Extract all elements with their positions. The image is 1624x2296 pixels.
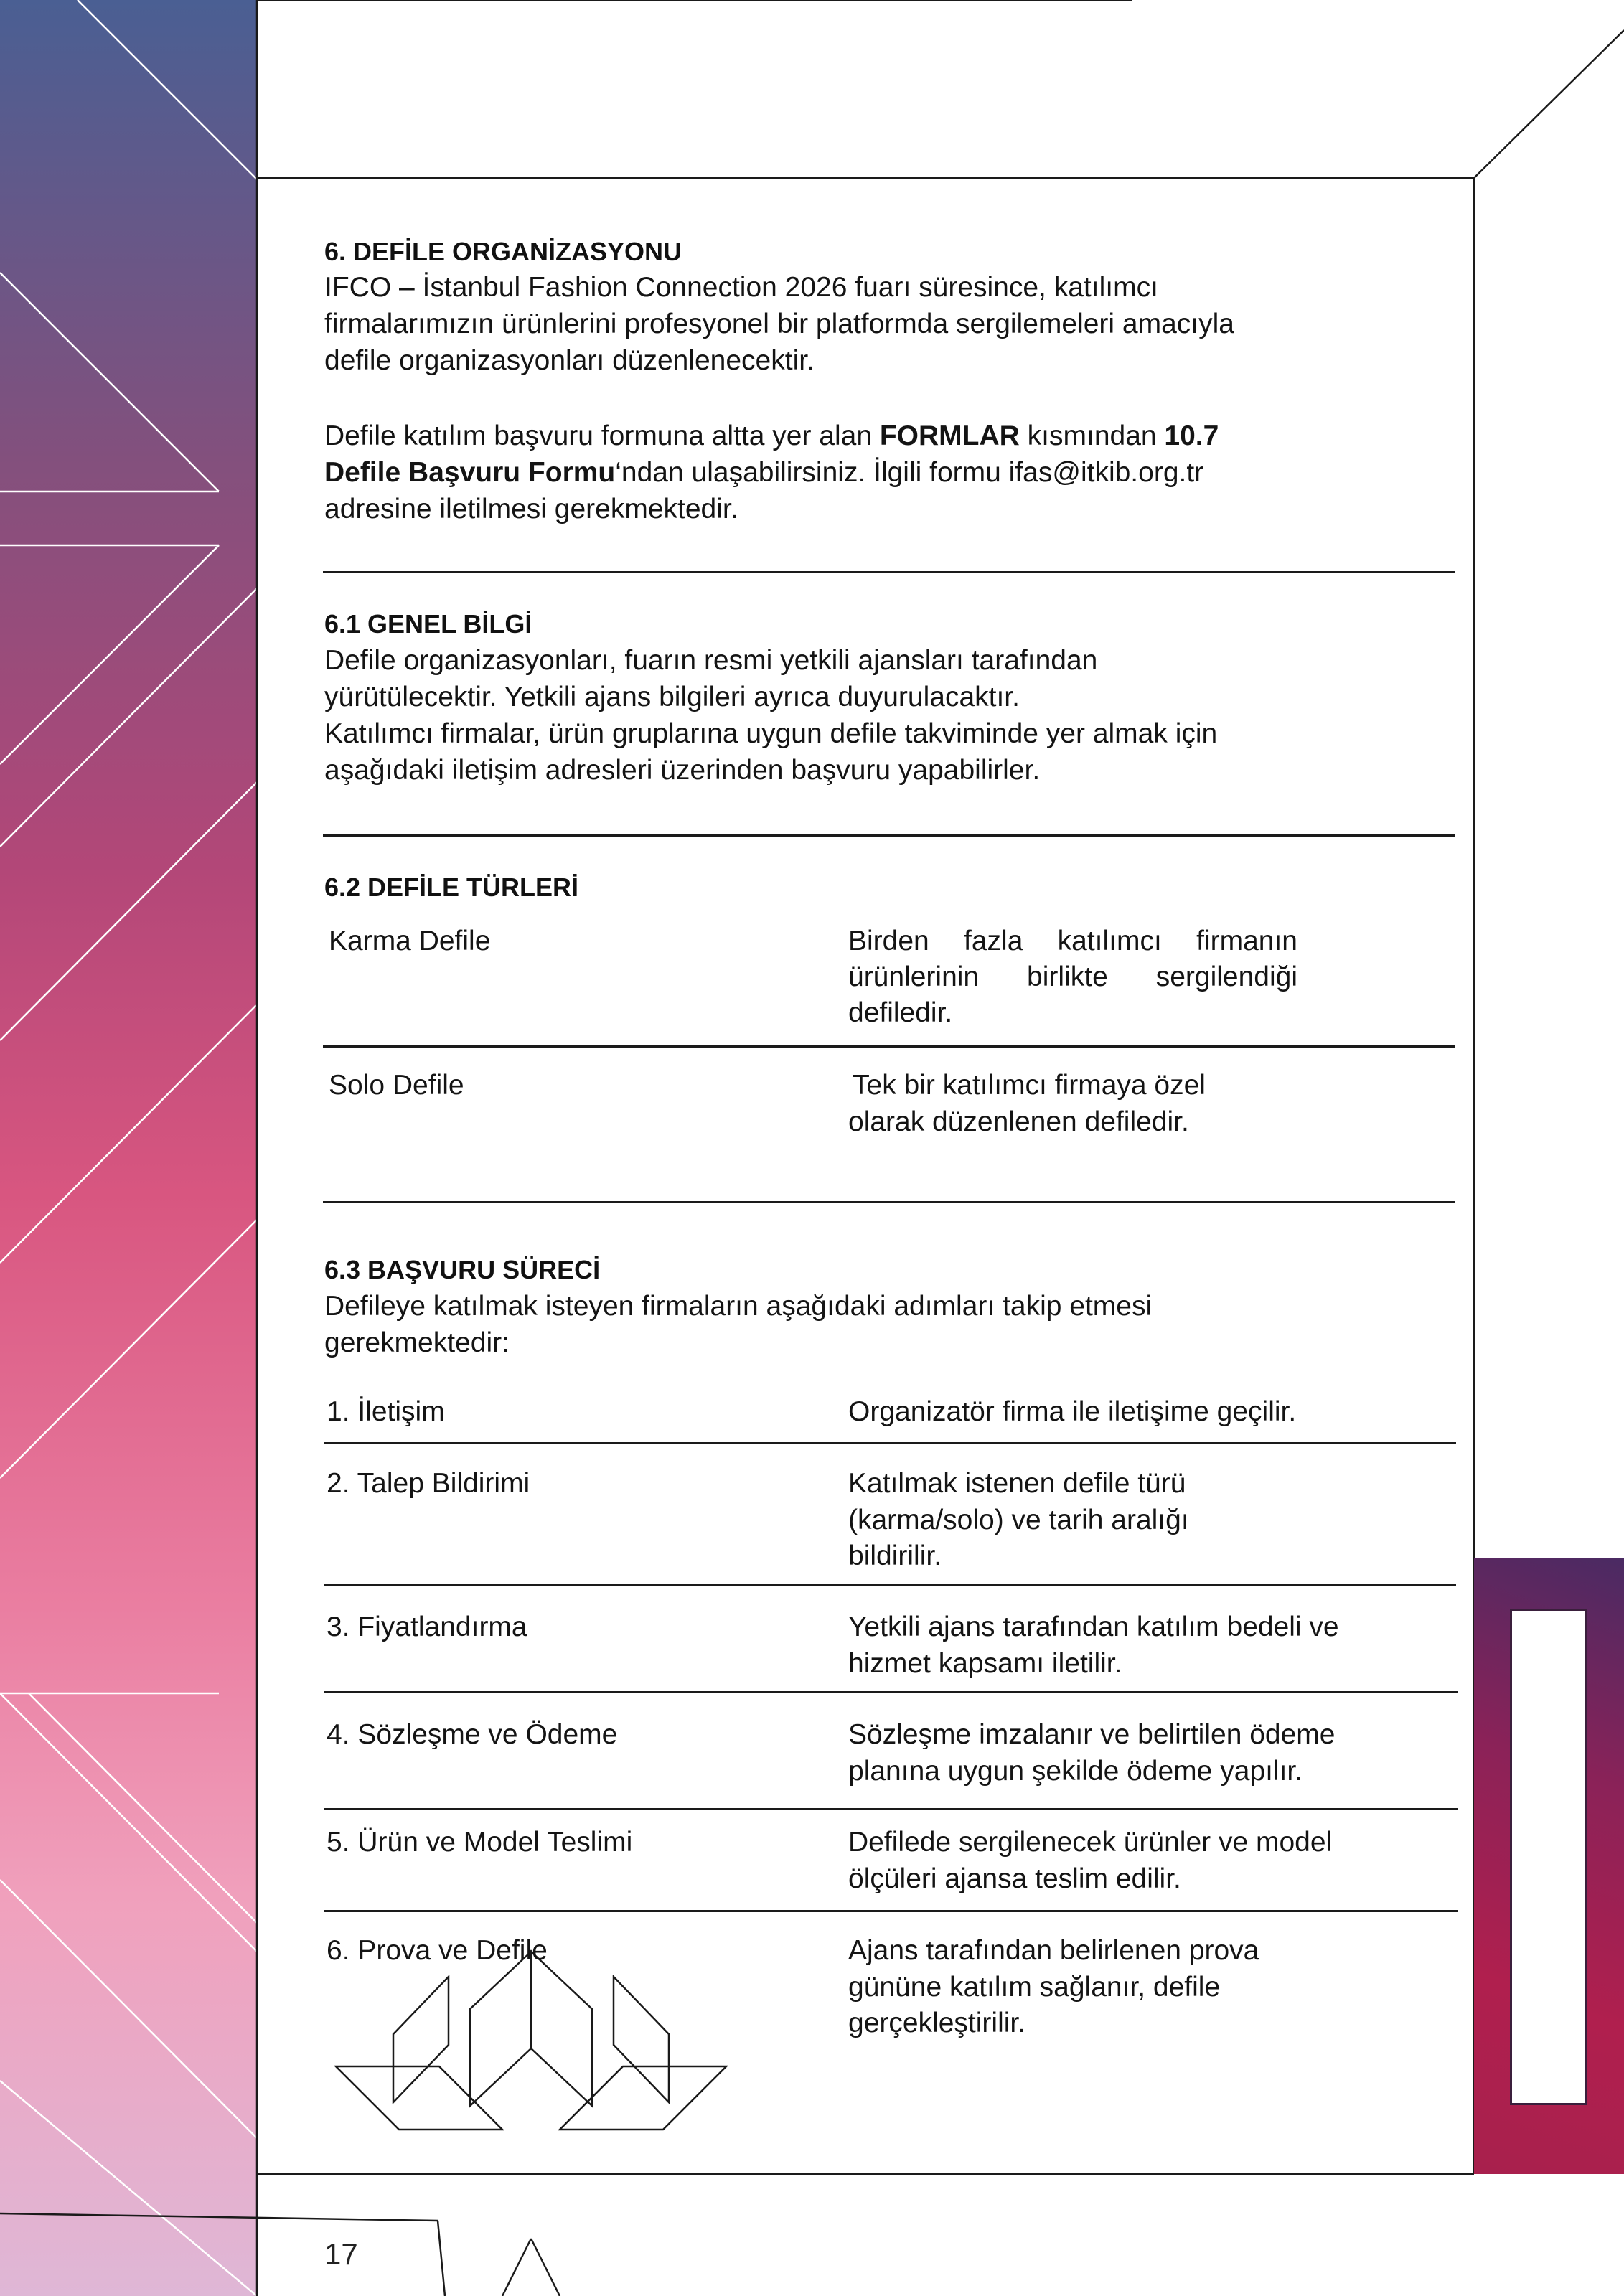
- section-61-line-2: yürütülecektir. Yetkili ajans bilgileri ayrıca duyurulacaktır.: [324, 682, 1020, 712]
- right-accent-block: [1474, 1558, 1624, 2174]
- divider: [324, 1808, 1458, 1810]
- section-63-title: 6.3 BAŞVURU SÜRECİ: [324, 1255, 601, 1284]
- form-info-line-2: Defile Başvuru Formu‘ndan ulaşabilirsiniz. İlgili formu ifas@itkib.org.tr: [324, 457, 1204, 488]
- section-6-intro-line-3: defile organizasyonları düzenlenecektir.: [324, 345, 815, 376]
- step-desc-line: Defilede sergilenecek ürünler ve model: [848, 1827, 1333, 1858]
- step-desc-line: Katılmak istenen defile türü: [848, 1468, 1186, 1499]
- divider: [323, 834, 1455, 837]
- step-name: 6. Prova ve Defile: [327, 1935, 548, 1966]
- divider: [323, 1201, 1455, 1203]
- section-6-intro-line-1: IFCO – İstanbul Fashion Connection 2026 fuarı süresince, katılımcı: [324, 272, 1158, 303]
- step-name: 4. Sözleşme ve Ödeme: [327, 1719, 618, 1750]
- section-62-title: 6.2 DEFİLE TÜRLERİ: [324, 872, 579, 902]
- section-61-line-4: aşağıdaki iletişim adresleri üzerinden başvuru yapabilirler.: [324, 755, 1041, 786]
- step-desc-line: Organizatör firma ile iletişime geçilir.: [848, 1396, 1297, 1427]
- step-desc-line: Sözleşme imzalanır ve belirtilen ödeme: [848, 1719, 1336, 1750]
- section-63-intro-line-2: gerekmektedir:: [324, 1327, 510, 1358]
- formlar-label: FORMLAR: [879, 420, 1020, 451]
- divider: [323, 1045, 1455, 1048]
- step-name: 5. Ürün ve Model Teslimi: [327, 1827, 633, 1858]
- defile-type-name: Karma Defile: [329, 926, 491, 956]
- form-info-line-3: adresine iletilmesi gerekmektedir.: [324, 494, 738, 524]
- divider: [324, 1442, 1456, 1444]
- defile-type-desc: Birden fazla katılımcı firmanın ürünlerinin birlikte sergilendiği defiledir.: [848, 926, 1297, 1028]
- defile-type-name: Solo Defile: [329, 1070, 464, 1101]
- step-desc-line: (karma/solo) ve tarih aralığı: [848, 1505, 1189, 1535]
- step-desc-line: planına uygun şekilde ödeme yapılır.: [848, 1756, 1303, 1787]
- step-name: 1. İletişim: [327, 1396, 445, 1427]
- section-61-line-3: Katılımcı firmalar, ürün gruplarına uygun defile takviminde yer almak için: [324, 718, 1218, 749]
- page-number: 17: [324, 2237, 358, 2271]
- section-6-intro-line-2: firmalarımızın ürünlerini profesyonel bir platformda sergilemeleri amacıyla: [324, 309, 1234, 339]
- step-desc-line: bildirilir.: [848, 1540, 942, 1571]
- step-desc-line: ölçüleri ajansa teslim edilir.: [848, 1863, 1181, 1894]
- defile-type-desc-line: Tek bir katılımcı firmaya özel: [853, 1070, 1206, 1101]
- step-desc-line: hizmet kapsamı iletilir.: [848, 1648, 1122, 1679]
- accent-inner-box: [1510, 1609, 1587, 2105]
- step-desc-line: gününe katılım sağlanır, defile: [848, 1972, 1221, 2003]
- step-name: 2. Talep Bildirimi: [327, 1468, 530, 1499]
- form-name: Defile Başvuru Formu: [324, 457, 616, 488]
- step-desc-line: gerçekleştirilir.: [848, 2008, 1026, 2038]
- section-61-title: 6.1 GENEL BİLGİ: [324, 609, 532, 639]
- divider: [323, 571, 1455, 573]
- form-info-line-1: Defile katılım başvuru formuna altta yer alan FORMLAR kısmından 10.7: [324, 420, 1219, 451]
- section-6-title: 6. DEFİLE ORGANİZASYONU: [324, 237, 682, 266]
- divider: [324, 1691, 1458, 1693]
- step-desc-line: Yetkili ajans tarafından katılım bedeli ve: [848, 1612, 1339, 1642]
- left-gradient-band: [0, 0, 257, 2296]
- step-name: 3. Fiyatlandırma: [327, 1612, 527, 1642]
- step-desc-line: Ajans tarafından belirlenen prova: [848, 1935, 1259, 1966]
- section-63-intro-line-1: Defileye katılmak isteyen firmaların aşağıdaki adımları takip etmesi: [324, 1291, 1153, 1322]
- divider: [324, 1584, 1456, 1586]
- section-61-line-1: Defile organizasyonları, fuarın resmi yetkili ajansları tarafından: [324, 645, 1098, 676]
- divider: [324, 1910, 1458, 1912]
- defile-type-desc-line: olarak düzenlenen defiledir.: [848, 1106, 1189, 1137]
